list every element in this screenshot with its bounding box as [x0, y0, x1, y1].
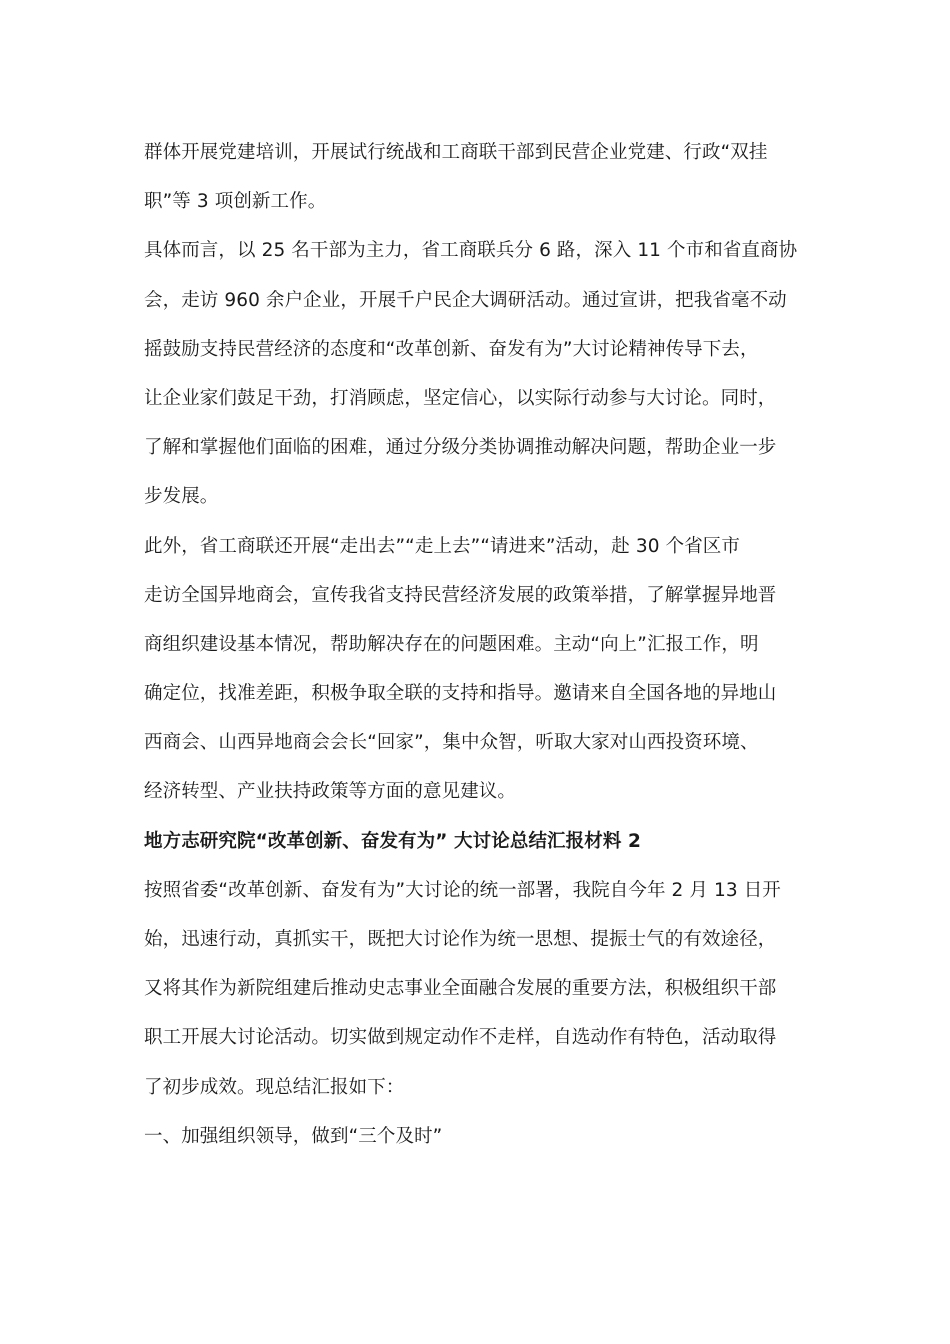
text-line: 确定位，找准差距，积极争取全联的支持和指导。邀请来自全国各地的异地山: [144, 683, 777, 705]
text-line: 此外，省工商联还开展“走出去”“走上去”“请进来”活动，赴 30 个省区市: [144, 535, 741, 557]
text-line: 了解和掌握他们面临的困难，通过分级分类协调推动解决问题，帮助企业一步: [144, 437, 777, 459]
text-line: 摇鼓励支持民营经济的态度和“改革创新、奋发有为”大讨论精神传导下去，: [144, 338, 759, 360]
text-line: 西商会、山西异地商会会长“回家”，集中众智，听取大家对山西投资环境、: [144, 732, 759, 754]
paragraph: [144, 226, 814, 521]
text-line: 商组织建设基本情况，帮助解决存在的问题困难。主动“向上”汇报工作，明: [144, 633, 759, 655]
text-line: 职”等 3 项创新工作。: [144, 191, 327, 213]
text-line: 经济转型、产业扶持政策等方面的意见建议。: [144, 781, 517, 803]
text-line: 一、加强组织领导，做到“三个及时”: [144, 1125, 443, 1147]
paragraph: [144, 866, 814, 1112]
text-line: 按照省委“改革创新、奋发有为”大讨论的统一部署，我院自今年 2 月 13 日开: [144, 879, 781, 901]
section-heading: [144, 817, 814, 866]
text-line: 步发展。: [144, 486, 219, 508]
text-line: 了初步成效。现总结汇报如下：: [144, 1076, 405, 1098]
paragraph: [144, 128, 814, 226]
text-line: 职工开展大讨论活动。切实做到规定动作不走样，自选动作有特色，活动取得: [144, 1027, 777, 1049]
text-line: 具体而言，以 25 名干部为主力，省工商联兵分 6 路，深入 11 个市和省直商协: [144, 240, 798, 262]
text-line: 始，迅速行动，真抓实干，既把大讨论作为统一思想、提振士气的有效途径，: [144, 929, 777, 950]
paragraph: [144, 1112, 814, 1161]
heading-text: 地方志研究院“改革创新、奋发有为” 大讨论总结汇报材料 2: [144, 830, 641, 852]
text-line: 又将其作为新院组建后推动史志事业全面融合发展的重要方法，积极组织干部: [144, 978, 777, 1000]
text-line: 走访全国异地商会，宣传我省支持民营经济发展的政策举措，了解掌握异地晋: [144, 584, 777, 606]
paragraph: [144, 522, 814, 817]
text-line: 会，走访 960 余户企业，开展千户民企大调研活动。通过宣讲，把我省毫不动: [144, 289, 787, 311]
document-body: [144, 128, 814, 1161]
text-line: 群体开展党建培训，开展试行统战和工商联干部到民营企业党建、行政“双挂: [144, 142, 768, 163]
text-line: 让企业家们鼓足干劲，打消顾虑，坚定信心，以实际行动参与大讨论。同时，: [144, 387, 777, 409]
